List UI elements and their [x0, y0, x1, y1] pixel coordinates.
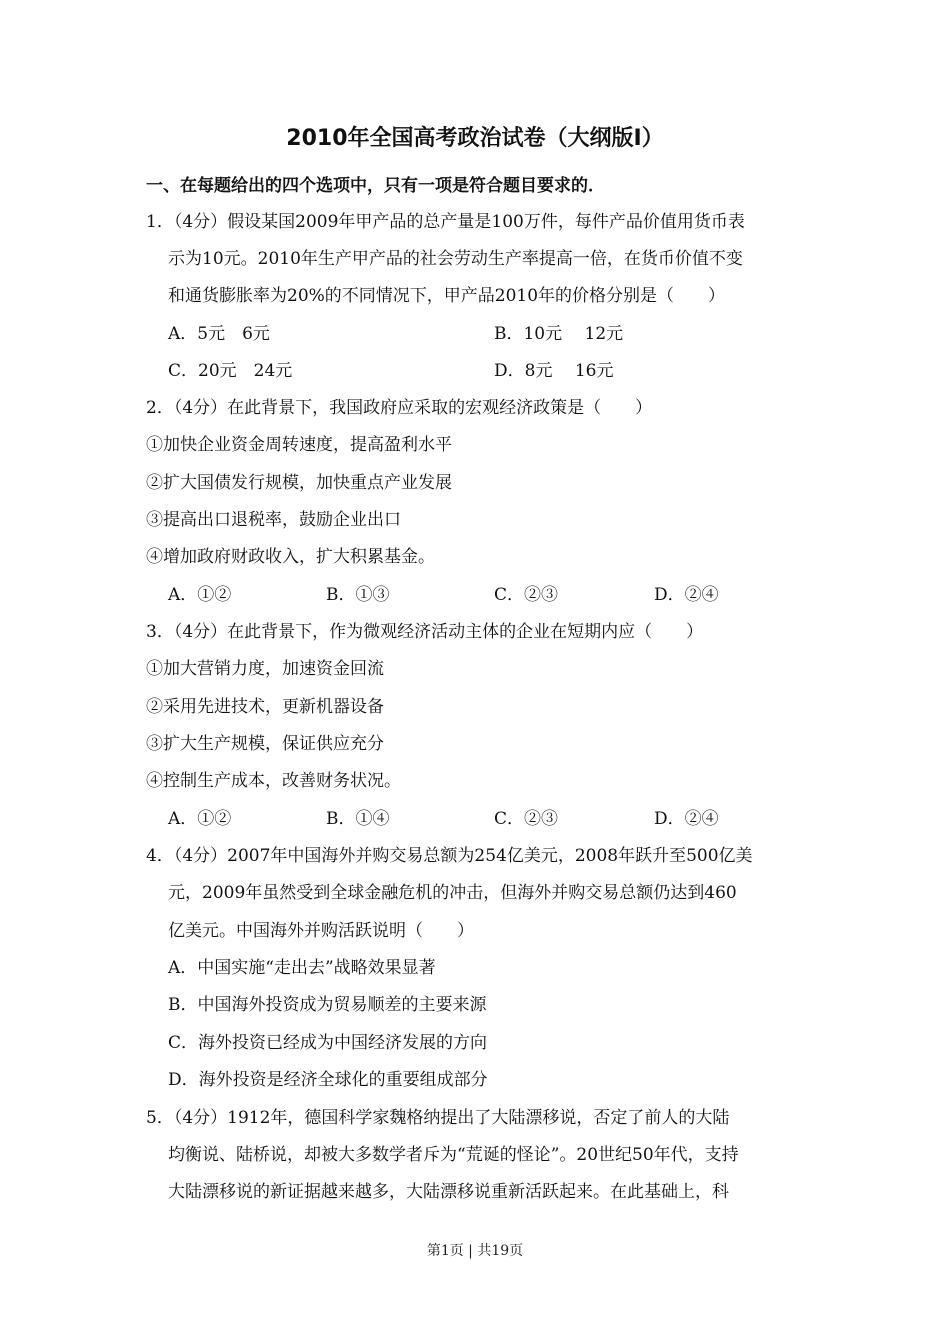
q5-line-3: 大陆漂移说的新证据越来越多，大陆漂移说重新活跃起来。在此基础上，科: [168, 1182, 729, 1202]
q1-line-2: 示为10元。2010年生产甲产品的社会劳动生产率提高一倍，在货币价值不变: [168, 249, 743, 269]
q4-option-c: C．海外投资已经成为中国经济发展的方向: [168, 1033, 488, 1053]
q3-option-a: A．①②: [168, 809, 232, 829]
q2-option-d: D．②④: [654, 585, 719, 605]
q1-line-3: 和通货膨胀率为20%的不同情况下，甲产品2010年的价格分别是（ ）: [168, 286, 726, 306]
q4-line-3: 亿美元。中国海外并购活跃说明（ ）: [168, 921, 474, 941]
q2-option-a: A．①②: [168, 585, 232, 605]
q3-option-b: B．①④: [326, 809, 390, 829]
q1-line-1: 1．（4分）假设某国2009年甲产品的总产量是100万件，每件产品价值用货币表: [146, 212, 745, 232]
page-title: 2010年全国高考政治试卷（大纲版Ⅰ）: [286, 126, 664, 151]
q2-item-2: ②扩大国债发行规模，加快重点产业发展: [146, 473, 452, 493]
q3-option-d: D．②④: [654, 809, 719, 829]
q3-item-4: ④控制生产成本，改善财务状况。: [146, 771, 401, 791]
q1-option-d: D．8元 16元: [494, 361, 614, 381]
q3-stem: 3．（4分）在此背景下，作为微观经济活动主体的企业在短期内应（ ）: [146, 622, 704, 642]
section-heading: 一、在每题给出的四个选项中，只有一项是符合题目要求的．: [146, 176, 605, 196]
q5-line-1: 5．（4分）1912年，德国科学家魏格纳提出了大陆漂移说，否定了前人的大陆: [146, 1108, 730, 1128]
q1-option-a: A．5元 6元: [168, 324, 270, 344]
q4-line-2: 元，2009年虽然受到全球金融危机的冲击，但海外并购交易总额仍达到460: [168, 883, 737, 903]
q2-option-b: B．①③: [326, 585, 390, 605]
q4-line-1: 4．（4分）2007年中国海外并购交易总额为254亿美元，2008年跃升至500亿美: [146, 846, 753, 866]
q1-option-b: B．10元 12元: [494, 324, 624, 344]
q4-option-a: A．中国实施“走出去”战略效果显著: [168, 958, 436, 978]
page-footer: 第1页 | 共19页: [426, 1243, 524, 1259]
q4-option-b: B．中国海外投资成为贸易顺差的主要来源: [168, 995, 487, 1015]
q3-item-1: ①加大营销力度，加速资金回流: [146, 659, 384, 679]
q5-line-2: 均衡说、陆桥说，却被大多数学者斥为“荒诞的怪论”。20世纪50年代，支持: [168, 1145, 739, 1165]
q1-option-c: C．20元 24元: [168, 361, 293, 381]
q2-item-4: ④增加政府财政收入，扩大积累基金。: [146, 547, 435, 567]
q2-stem: 2．（4分）在此背景下，我国政府应采取的宏观经济政策是（ ）: [146, 398, 653, 418]
q2-item-3: ③提高出口退税率，鼓励企业出口: [146, 510, 401, 530]
q2-option-c: C．②③: [494, 585, 559, 605]
q2-item-1: ①加快企业资金周转速度，提高盈利水平: [146, 435, 452, 455]
q4-option-d: D．海外投资是经济全球化的重要组成部分: [168, 1070, 488, 1090]
q3-item-3: ③扩大生产规模，保证供应充分: [146, 734, 384, 754]
q3-item-2: ②采用先进技术，更新机器设备: [146, 697, 384, 717]
q3-option-c: C．②③: [494, 809, 559, 829]
